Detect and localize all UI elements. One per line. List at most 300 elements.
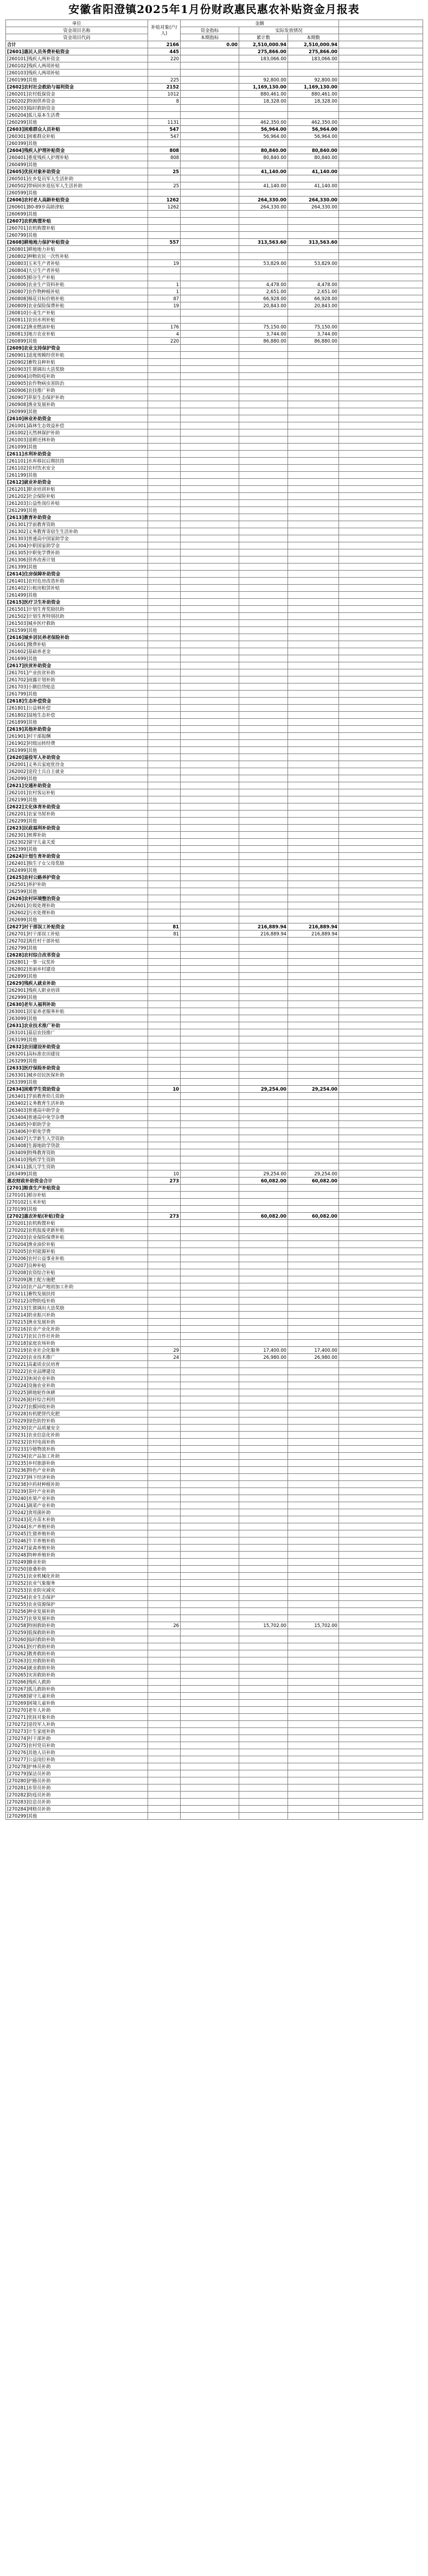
indicator-amount bbox=[181, 1178, 239, 1185]
cumulative-amount bbox=[239, 1545, 288, 1552]
blank-cell bbox=[339, 578, 423, 585]
cumulative-amount bbox=[239, 429, 288, 436]
header-row-3 bbox=[6, 34, 423, 41]
project-name: [260499]其他 bbox=[6, 161, 148, 168]
cumulative-amount bbox=[239, 309, 288, 317]
blank-cell bbox=[339, 606, 423, 613]
blank-cell bbox=[339, 309, 423, 317]
cumulative-amount bbox=[239, 1573, 288, 1580]
cumulative-amount bbox=[239, 479, 288, 486]
table-row bbox=[6, 133, 423, 140]
cumulative-amount bbox=[239, 1008, 288, 1015]
blank-cell bbox=[339, 147, 423, 154]
category-row bbox=[6, 1178, 423, 1185]
project-name: [270251]农业机械化补助 bbox=[6, 1573, 148, 1580]
blank-cell bbox=[339, 556, 423, 564]
cumulative-amount bbox=[239, 1650, 288, 1657]
households bbox=[148, 507, 181, 514]
cumulative-amount bbox=[239, 796, 288, 803]
cumulative-amount bbox=[239, 1552, 288, 1559]
cumulative-amount bbox=[239, 959, 288, 966]
indicator-amount bbox=[181, 479, 239, 486]
households: 4 bbox=[148, 331, 181, 338]
current-amount bbox=[288, 1467, 339, 1474]
project-name: [2605]优抚对象补助资金 bbox=[6, 168, 148, 175]
table-row bbox=[6, 1036, 423, 1043]
current-amount bbox=[288, 698, 339, 705]
indicator-amount bbox=[181, 1290, 239, 1298]
project-name: [260204]孤儿基本生活费 bbox=[6, 112, 148, 119]
indicator-amount bbox=[181, 1530, 239, 1537]
households bbox=[148, 112, 181, 119]
cumulative-amount bbox=[239, 1340, 288, 1347]
project-name: [262299]其他 bbox=[6, 818, 148, 825]
indicator-amount bbox=[181, 1142, 239, 1149]
cumulative-amount bbox=[239, 1262, 288, 1269]
blank-cell bbox=[339, 1474, 423, 1481]
table-row bbox=[6, 1770, 423, 1777]
current-amount bbox=[288, 1333, 339, 1340]
blank-cell bbox=[339, 154, 423, 161]
project-name: [260401]重度残疾人护理补贴 bbox=[6, 154, 148, 161]
households bbox=[148, 1770, 181, 1777]
blank-cell bbox=[339, 1298, 423, 1305]
table-row bbox=[6, 331, 423, 338]
project-name: [2611]水利补助资金 bbox=[6, 451, 148, 458]
current-amount bbox=[288, 1672, 339, 1679]
current-amount bbox=[288, 655, 339, 662]
households bbox=[148, 1163, 181, 1170]
category-row bbox=[6, 218, 423, 225]
current-amount bbox=[288, 1072, 339, 1079]
project-name: [261301]学前教育资助 bbox=[6, 521, 148, 528]
blank-cell bbox=[339, 1495, 423, 1502]
households bbox=[148, 811, 181, 818]
cumulative-amount bbox=[239, 1022, 288, 1029]
project-name: [270279]保洁员补助 bbox=[6, 1770, 148, 1777]
blank-cell bbox=[339, 1657, 423, 1664]
project-name: [2626]农村环境整治资金 bbox=[6, 895, 148, 902]
current-amount bbox=[288, 1552, 339, 1559]
current-amount: 60,082.00 bbox=[288, 1178, 339, 1185]
households bbox=[148, 1516, 181, 1523]
cumulative-amount bbox=[239, 1559, 288, 1566]
table-row bbox=[6, 1410, 423, 1417]
current-amount: 29,254.00 bbox=[288, 1086, 339, 1093]
cumulative-amount bbox=[239, 564, 288, 571]
blank-cell bbox=[339, 1100, 423, 1107]
blank-cell bbox=[339, 366, 423, 373]
table-row bbox=[6, 1679, 423, 1686]
blank-cell bbox=[339, 726, 423, 733]
cumulative-amount bbox=[239, 1410, 288, 1417]
households bbox=[148, 1587, 181, 1594]
category-row bbox=[6, 197, 423, 204]
households bbox=[148, 1375, 181, 1382]
current-amount bbox=[288, 705, 339, 712]
current-amount bbox=[288, 1375, 339, 1382]
project-name: [262799]其他 bbox=[6, 945, 148, 952]
header-pay: 实际发放情况 bbox=[239, 27, 339, 34]
blank-cell bbox=[339, 1093, 423, 1100]
table-row bbox=[6, 98, 423, 105]
blank-cell bbox=[339, 140, 423, 147]
current-amount bbox=[288, 1065, 339, 1072]
current-amount bbox=[288, 648, 339, 655]
current-amount bbox=[288, 1721, 339, 1728]
table-row bbox=[6, 938, 423, 945]
cumulative-amount bbox=[239, 1474, 288, 1481]
table-row bbox=[6, 839, 423, 846]
project-name: [2606]农村老人高龄补贴资金 bbox=[6, 197, 148, 204]
project-name: [260805]稻谷生产补贴 bbox=[6, 274, 148, 281]
current-amount bbox=[288, 1580, 339, 1587]
indicator-amount bbox=[181, 1728, 239, 1735]
households bbox=[148, 768, 181, 775]
cumulative-amount bbox=[239, 105, 288, 112]
project-name: [262602]污水处理补助 bbox=[6, 909, 148, 916]
indicator-amount bbox=[181, 1784, 239, 1792]
indicator-amount bbox=[181, 895, 239, 902]
indicator-amount bbox=[181, 1149, 239, 1156]
current-amount bbox=[288, 444, 339, 451]
current-amount bbox=[288, 1784, 339, 1792]
blank-cell bbox=[339, 175, 423, 182]
indicator-amount bbox=[181, 161, 239, 168]
indicator-amount bbox=[181, 472, 239, 479]
cumulative-amount bbox=[239, 1248, 288, 1255]
households bbox=[148, 267, 181, 274]
blank-cell bbox=[339, 119, 423, 126]
households: 2152 bbox=[148, 84, 181, 91]
indicator-amount bbox=[181, 796, 239, 803]
current-amount: 56,964.00 bbox=[288, 133, 339, 140]
current-amount bbox=[288, 782, 339, 789]
current-amount: 92,800.00 bbox=[288, 77, 339, 84]
blank-cell bbox=[339, 909, 423, 916]
project-name: [270237]林下经济补助 bbox=[6, 1474, 148, 1481]
households bbox=[148, 1672, 181, 1679]
indicator-amount bbox=[181, 1340, 239, 1347]
households bbox=[148, 1417, 181, 1425]
blank-cell bbox=[339, 1608, 423, 1615]
households bbox=[148, 1326, 181, 1333]
current-amount bbox=[288, 1326, 339, 1333]
cumulative-amount: 183,066.00 bbox=[239, 55, 288, 62]
households bbox=[148, 1573, 181, 1580]
table-row bbox=[6, 535, 423, 542]
blank-cell bbox=[339, 1213, 423, 1220]
project-name: [270212]动物防疫补助 bbox=[6, 1298, 148, 1305]
blank-cell bbox=[339, 1114, 423, 1121]
indicator-amount bbox=[181, 620, 239, 627]
table-row bbox=[6, 1298, 423, 1305]
header-row-1 bbox=[6, 20, 423, 27]
indicator-amount bbox=[181, 1714, 239, 1721]
blank-cell bbox=[339, 1545, 423, 1552]
blank-cell bbox=[339, 881, 423, 888]
cumulative-amount: 264,330.00 bbox=[239, 197, 288, 204]
indicator-amount bbox=[181, 973, 239, 980]
table-row bbox=[6, 1573, 423, 1580]
indicator-amount bbox=[181, 1474, 239, 1481]
cumulative-amount bbox=[239, 1784, 288, 1792]
households bbox=[148, 380, 181, 387]
blank-cell bbox=[339, 486, 423, 493]
households bbox=[148, 521, 181, 528]
current-amount bbox=[288, 1679, 339, 1686]
blank-cell bbox=[339, 1241, 423, 1248]
project-name: [270234]农产品加工补助 bbox=[6, 1453, 148, 1460]
project-name: [260599]其他 bbox=[6, 189, 148, 197]
indicator-amount bbox=[181, 1516, 239, 1523]
households bbox=[148, 1552, 181, 1559]
cumulative-amount bbox=[239, 613, 288, 620]
blank-cell bbox=[339, 465, 423, 472]
current-amount bbox=[288, 1439, 339, 1446]
table-row bbox=[6, 458, 423, 465]
category-row bbox=[6, 634, 423, 641]
current-amount: 216,889.94 bbox=[288, 931, 339, 938]
table-row bbox=[6, 1354, 423, 1361]
blank-cell bbox=[339, 775, 423, 782]
project-name: [2608]耕地地力保护补贴资金 bbox=[6, 239, 148, 246]
blank-cell bbox=[339, 1276, 423, 1283]
cumulative-amount bbox=[239, 422, 288, 429]
table-row bbox=[6, 987, 423, 994]
blank-cell bbox=[339, 1262, 423, 1269]
blank-cell bbox=[339, 295, 423, 302]
indicator-amount bbox=[181, 119, 239, 126]
cumulative-amount bbox=[239, 754, 288, 761]
households bbox=[148, 1636, 181, 1643]
page-title: 安徽省阳澄镇2025年1月份财政惠民惠农补贴资金月报表 bbox=[68, 3, 360, 16]
blank-cell bbox=[339, 535, 423, 542]
cumulative-amount bbox=[239, 436, 288, 444]
households: 24 bbox=[148, 1354, 181, 1361]
project-name: [262702]离任村干部补贴 bbox=[6, 938, 148, 945]
current-amount bbox=[288, 218, 339, 225]
table-row bbox=[6, 1290, 423, 1298]
blank-cell bbox=[339, 1269, 423, 1276]
indicator-amount bbox=[181, 1573, 239, 1580]
current-amount bbox=[288, 1008, 339, 1015]
project-name: [270201]农机购置补贴 bbox=[6, 1220, 148, 1227]
table-row bbox=[6, 1453, 423, 1460]
blank-cell bbox=[339, 232, 423, 239]
indicator-amount bbox=[181, 1347, 239, 1354]
project-name: [260902]畜牧良种补贴 bbox=[6, 359, 148, 366]
category-row bbox=[6, 514, 423, 521]
households bbox=[148, 1657, 181, 1664]
cumulative-amount bbox=[239, 888, 288, 895]
households bbox=[148, 1389, 181, 1396]
current-amount bbox=[288, 1615, 339, 1622]
cumulative-amount bbox=[239, 1672, 288, 1679]
table-row bbox=[6, 225, 423, 232]
table-row bbox=[6, 1742, 423, 1749]
blank-cell bbox=[339, 267, 423, 274]
project-name: [261306]营养改善计划 bbox=[6, 556, 148, 564]
cumulative-amount bbox=[239, 1107, 288, 1114]
blank-cell bbox=[339, 1199, 423, 1206]
indicator-amount bbox=[181, 698, 239, 705]
cumulative-amount bbox=[239, 317, 288, 324]
blank-cell bbox=[339, 1502, 423, 1509]
current-amount: 26,980.00 bbox=[288, 1354, 339, 1361]
indicator-amount bbox=[181, 366, 239, 373]
project-name: [270280]护路员补助 bbox=[6, 1777, 148, 1784]
current-amount bbox=[288, 1742, 339, 1749]
table-row bbox=[6, 1566, 423, 1573]
project-name: [261702]雨露计划补助 bbox=[6, 676, 148, 683]
indicator-amount bbox=[181, 1206, 239, 1213]
table-row bbox=[6, 69, 423, 77]
current-amount bbox=[288, 1206, 339, 1213]
project-name: [263199]其他 bbox=[6, 1036, 148, 1043]
project-name: [261902]村级运转经费 bbox=[6, 740, 148, 747]
indicator-amount bbox=[181, 1234, 239, 1241]
households: 176 bbox=[148, 324, 181, 331]
current-amount bbox=[288, 1396, 339, 1403]
households: 1262 bbox=[148, 197, 181, 204]
blank-cell bbox=[339, 1361, 423, 1368]
table-row bbox=[6, 422, 423, 429]
project-name: [261601]缴费补贴 bbox=[6, 641, 148, 648]
cumulative-amount bbox=[239, 1799, 288, 1806]
indicator-amount bbox=[181, 881, 239, 888]
households bbox=[148, 232, 181, 239]
project-name: [2607]农机购置补贴 bbox=[6, 218, 148, 225]
project-name: [270243]花卉苗木补助 bbox=[6, 1516, 148, 1523]
current-amount bbox=[288, 662, 339, 669]
table-row bbox=[6, 1234, 423, 1241]
indicator-amount bbox=[181, 253, 239, 260]
blank-cell bbox=[339, 204, 423, 211]
households bbox=[148, 1679, 181, 1686]
current-amount bbox=[288, 874, 339, 881]
table-row bbox=[6, 1481, 423, 1488]
indicator-amount bbox=[181, 1721, 239, 1728]
project-name: [2603]困难群众人员补贴 bbox=[6, 126, 148, 133]
blank-cell bbox=[339, 796, 423, 803]
households bbox=[148, 1107, 181, 1114]
table-row bbox=[6, 1559, 423, 1566]
current-amount bbox=[288, 1403, 339, 1410]
current-amount bbox=[288, 140, 339, 147]
households bbox=[148, 1206, 181, 1213]
households bbox=[148, 987, 181, 994]
current-amount bbox=[288, 1799, 339, 1806]
table-row bbox=[6, 1735, 423, 1742]
project-name: [270276]其他人员补助 bbox=[6, 1749, 148, 1756]
project-name: [260299]其他 bbox=[6, 119, 148, 126]
blank-cell bbox=[339, 521, 423, 528]
project-name: [2632]农田建设补助资金 bbox=[6, 1043, 148, 1050]
households: 547 bbox=[148, 133, 181, 140]
blank-cell bbox=[339, 48, 423, 55]
households bbox=[148, 796, 181, 803]
cumulative-amount: 53,829.00 bbox=[239, 260, 288, 267]
cumulative-amount: 462,350.00 bbox=[239, 119, 288, 126]
current-amount bbox=[288, 818, 339, 825]
blank-cell bbox=[339, 1255, 423, 1262]
blank-cell bbox=[339, 352, 423, 359]
blank-cell bbox=[339, 1615, 423, 1622]
blank-cell bbox=[339, 895, 423, 902]
table-row bbox=[6, 1643, 423, 1650]
households bbox=[148, 1043, 181, 1050]
indicator-amount bbox=[181, 422, 239, 429]
blank-cell bbox=[339, 133, 423, 140]
households bbox=[148, 225, 181, 232]
table-row bbox=[6, 1276, 423, 1283]
cumulative-amount: 20,843.00 bbox=[239, 302, 288, 309]
households: 220 bbox=[148, 338, 181, 345]
header-unit: 单位 bbox=[6, 20, 148, 27]
current-amount bbox=[288, 888, 339, 895]
households bbox=[148, 1305, 181, 1312]
cumulative-amount bbox=[239, 175, 288, 182]
project-name: [2620]退役军人补助资金 bbox=[6, 754, 148, 761]
table-row bbox=[6, 1601, 423, 1608]
households bbox=[148, 599, 181, 606]
indicator-amount bbox=[181, 648, 239, 655]
project-name: [262901]残疾人职业培训 bbox=[6, 987, 148, 994]
cumulative-amount bbox=[239, 761, 288, 768]
current-amount bbox=[288, 733, 339, 740]
blank-cell bbox=[339, 274, 423, 281]
blank-cell bbox=[339, 1333, 423, 1340]
blank-cell bbox=[339, 839, 423, 846]
table-row bbox=[6, 1093, 423, 1100]
table-row bbox=[6, 387, 423, 394]
current-amount: 462,350.00 bbox=[288, 119, 339, 126]
cumulative-amount bbox=[239, 1608, 288, 1615]
indicator-amount bbox=[181, 775, 239, 782]
blank-cell bbox=[339, 987, 423, 994]
households bbox=[148, 867, 181, 874]
table-row bbox=[6, 1050, 423, 1058]
cumulative-amount bbox=[239, 1728, 288, 1735]
blank-cell bbox=[339, 860, 423, 867]
current-amount bbox=[288, 62, 339, 69]
cumulative-amount bbox=[239, 1467, 288, 1474]
households bbox=[148, 620, 181, 627]
current-amount: 41,140.00 bbox=[288, 182, 339, 189]
indicator-amount bbox=[181, 154, 239, 161]
cumulative-amount bbox=[239, 1093, 288, 1100]
households: 19 bbox=[148, 302, 181, 309]
households bbox=[148, 493, 181, 500]
table-row bbox=[6, 1121, 423, 1128]
indicator-amount bbox=[181, 1368, 239, 1375]
project-name: [262002]退役士兵自主就业 bbox=[6, 768, 148, 775]
project-name: [2702]惠农补贴(补贴)资金 bbox=[6, 1213, 148, 1220]
blank-cell bbox=[339, 1679, 423, 1686]
cumulative-amount bbox=[239, 1643, 288, 1650]
current-amount bbox=[288, 373, 339, 380]
table-row bbox=[6, 1340, 423, 1347]
cumulative-amount bbox=[239, 627, 288, 634]
indicator-amount bbox=[181, 902, 239, 909]
project-name: [260803]玉米生产者补贴 bbox=[6, 260, 148, 267]
blank-cell bbox=[339, 599, 423, 606]
blank-cell bbox=[339, 197, 423, 204]
table-row bbox=[6, 1700, 423, 1707]
current-amount bbox=[288, 486, 339, 493]
project-name: [270259]低保救助补助 bbox=[6, 1629, 148, 1636]
